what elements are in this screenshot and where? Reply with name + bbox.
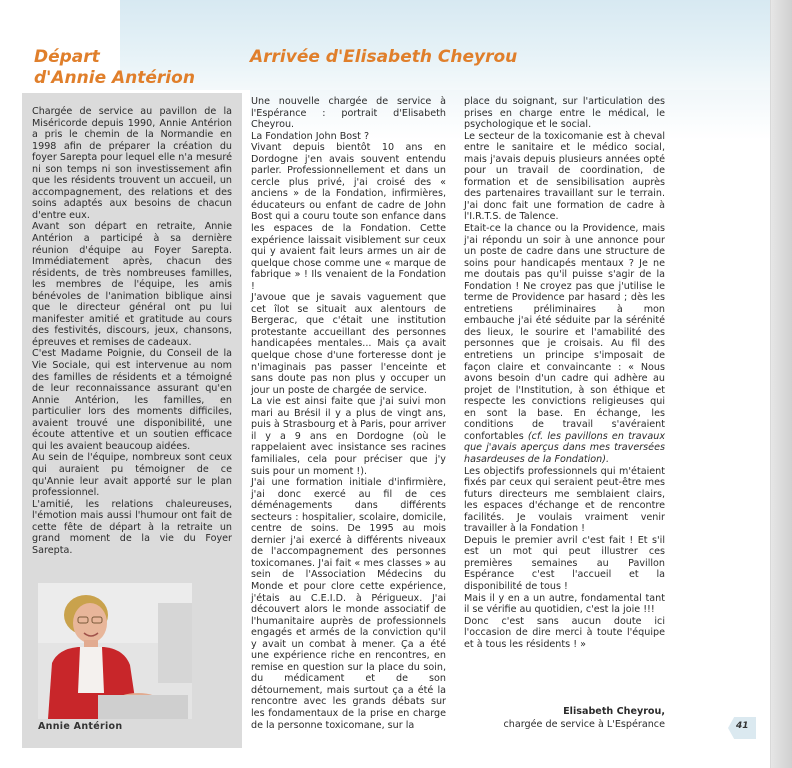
photo-caption: Annie Antérion [38, 721, 123, 732]
page-number: 41 [736, 721, 749, 731]
departure-paragraph: Chargée de service au pavillon de la Miséricorde depuis 1990, Annie Antérion a pris le chemin de la Normandie en 1998 afin de préparer la création du foyer Sarepta pour lequel elle n'a mesuré ni son temps ni son investissement afin que les résidents trouvent un accueil, un accompagnement, des relations et des soins adaptés aux besoins de chacun d'entre eux. [32, 106, 232, 221]
arrival-paragraph: Les objectifs professionnels qui m'étaient fixés par ceux qui seraient peut-être mes futurs directeurs me semblaient clairs, les espaces d'échange et de rencontre facilités. Je voulais vraiment venir travailler à la Fondation ! [464, 465, 665, 535]
portrait-photo [38, 583, 192, 719]
signature-name: Elisabeth Cheyrou, [563, 706, 665, 717]
departure-title-line2: d'Annie Antérion [34, 68, 195, 88]
arrival-article-column-1 [251, 96, 446, 731]
departure-paragraph: Avant son départ en retraite, Annie Antérion a participé à sa dernière réunion d'équipe au Foyer Sarepta. Immédiatement après, chacun des résidents, de très nombreuses familles, les membres de l'équipe, les amis bénévoles de l'animation biblique ainsi que le directeur général ont pu lui manifester amitié et gratitude au cours des festivités, discours, jeux, chansons, épreuves et remises de cadeaux. [32, 221, 232, 348]
page-edge [770, 0, 792, 768]
arrival-paragraph: Le secteur de la toxicomanie est à cheval entre le sanitaire et le médico social, mais j'avais depuis plusieurs années opté pour un travail de coordination, de formation et de sensibilisation auprès des partenaires travaillant sur le terrain. J'ai donc fait une formation de cadre à l'I.R.T.S. de Talence. [464, 130, 665, 223]
arrival-paragraph: Une nouvelle chargée de service à l'Espérance : portrait d'Elisabeth Cheyrou. [251, 96, 446, 131]
arrival-paragraph: J'ai une formation initiale d'infirmière, j'ai donc exercé au fil de ces déménagements dans différents secteurs : hospitalier, scolaire, domicile, centre de soins. De 1995 au mois dernier j'ai exercé à différents niveaux de l'accompagnement des personnes toxicomanes. J'ai fait « mes classes » au sein de l'Association Médecins du Monde et pour clore cette expérience, j'étais au C.E.I.D. à Périgueux. J'ai découvert alors le monde associatif de l'humanitaire auprès de professionnels engagés et armés de la conviction qu'il y avait un combat à mener. Ça a été une expérience riche en rencontres, en remise en question sur la place du soin, du médicament et de son détournement, mais surtout ça a été la rencontre avec les grands débats sur les fondamentaux de la prise en charge de la personne toxicomane, sur la [251, 477, 446, 731]
departure-title [34, 47, 244, 89]
signature [464, 705, 665, 731]
arrival-paragraph-text: Etait-ce la chance ou la Providence, mais j'ai répondu un soir à une annonce pour un poste de cadre dans une structure de soins pour handicapés mentaux ? Je ne me doutais pas qu'il puisse s'agir de la Fondation ! Ne croyez pas que j'utilise le terme de Providence par hasard ; dès les entretiens préliminaires à mon embauche j'ai été séduite par la sérénité des lieux, le sourire et l'amabilité des personnes que je croisais. Au fil des entretiens un principe s'imposait de façon claire et convaincante : « Nous avons besoin d'un cadre qui adhère au projet de l'Institution, à son éthique et respecte les convictions religieuses qui en sont la base. En échange, les conditions de travail s'avéraient confortables [464, 223, 665, 442]
departure-paragraph: Au sein de l'équipe, nombreux sont ceux qui auraient pu témoigner de ce qu'Annie leur avait apporté sur le plan professionnel. [32, 452, 232, 499]
departure-paragraph: C'est Madame Poignie, du Conseil de la Vie Sociale, qui est intervenue au nom des familles de résidents et a témoigné de leur reconnaissance assurant qu'en Annie Antérion, les familles, en particulier lors des moments difficiles, avaient trouvé une disponibilité, une écoute attentive et un soutien efficace qui les avaient beaucoup aidées. [32, 348, 232, 452]
arrival-paragraph: Depuis le premier avril c'est fait ! Et s'il est un mot qui peut illustrer ces premières semaines au Pavillon Espérance c'est l'accueil et la disponibilité de tous ! [464, 534, 665, 592]
arrival-paragraph: place du soignant, sur l'articulation des prises en charge entre le médical, le psychologique et le social. [464, 96, 665, 131]
departure-article [32, 106, 232, 556]
departure-paragraph: L'amitié, les relations chaleureuses, l'émotion mais aussi l'humour ont fait de cette fête de départ à la retraite un grand moment de la vie du Foyer Sarepta. [32, 498, 232, 556]
arrival-paragraph: Donc c'est sans aucun doute ici l'occasion de dire merci à toute l'équipe et à tous les résidents ! » [464, 615, 665, 650]
arrival-paragraph: La vie est ainsi faite que j'ai suivi mon mari au Brésil il y a plus de vingt ans, puis à Strasbourg et à Paris, pour arriver il y a 9 ans en Dordogne (où le rappelaient avec insistance ses racines familiales, cela pour préciser que j'y suis pour un moment !). [251, 396, 446, 477]
signature-role: chargée de service à L'Espérance [503, 719, 665, 730]
arrival-paragraph: Mais il y en a un autre, fondamental tant il se vérifie au quotidien, c'est la joie !!! [464, 592, 665, 616]
arrival-paragraph-italic: (cf. les pavillons en travaux que j'avais aperçus dans mes traversées hasardeuses de la Fondation). [464, 430, 665, 465]
arrival-paragraph: Vivant depuis bientôt 10 ans en Dordogne j'en avais souvent entendu parler. Professionnellement et dans un cercle plus privé, j'ai croisé des « anciens » de la Fondation, infirmières, éducateurs ou enfant de cadre de John Bost qui a couru toute son enfance dans les espaces de la Fondation. Cette expérience laissait visiblement sur ceux qui y avaient fait leurs armes un air de quelque chose comme une « marque de fabrique » ! Ils venaient de la Fondation ! [251, 142, 446, 292]
departure-title-line1: Départ [34, 47, 100, 67]
arrival-paragraph: J'avoue que je savais vaguement que cet îlot se situait aux alentours de Bergerac, que c'était une institution protestante accueillant des personnes handicapées mentales... Mais ça avait quelque chose d'une forteresse dont je n'imaginais pas passer l'enceinte et sans doute pas non plus y occuper un jour un poste de chargée de service. [251, 292, 446, 396]
arrival-title: Arrivée d'Elisabeth Cheyrou [250, 47, 518, 67]
arrival-paragraph [464, 223, 665, 465]
arrival-article-column-2 [464, 96, 665, 650]
arrival-paragraph: La Fondation John Bost ? [251, 130, 370, 142]
portrait-illustration [38, 583, 192, 719]
